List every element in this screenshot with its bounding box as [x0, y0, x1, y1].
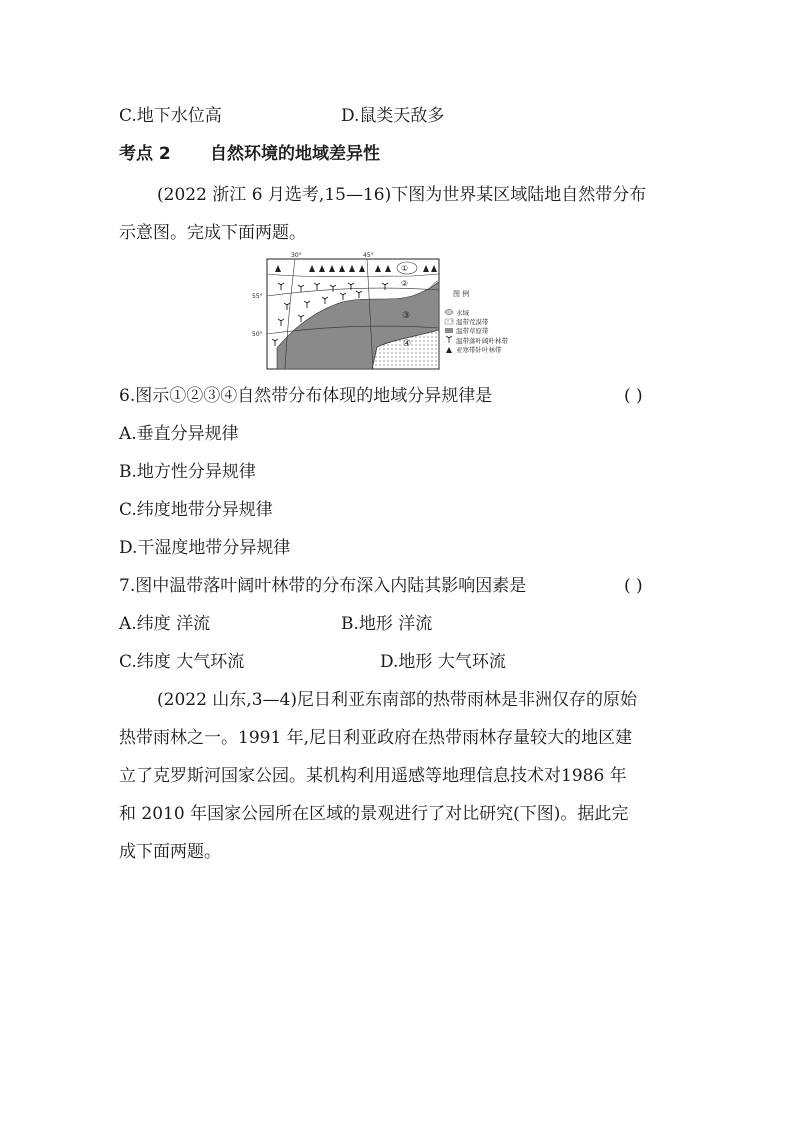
legend-broadleaf: 温带落叶阔叶林带 — [456, 337, 508, 345]
zone-label-1: ① — [401, 264, 409, 273]
legend-water: 水域 — [456, 309, 469, 317]
legend-broadleaf-swatch — [446, 336, 452, 343]
legend-water-swatch — [445, 310, 453, 315]
intro2-line5: 成下面两题。 — [119, 842, 221, 862]
q7-option-c[interactable]: C.纬度 大气环流 — [119, 652, 245, 672]
q6-option-d[interactable]: D.干湿度地带分异规律 — [119, 538, 291, 558]
legend-steppe: 温带草原带 — [456, 327, 489, 335]
intro1-line2: 示意图。完成下面两题。 — [119, 223, 306, 243]
lon-label-30: 30° — [291, 252, 302, 259]
intro2-line2: 热带雨林之一。1991 年,尼日利亚政府在热带雨林存量较大的地区建 — [119, 728, 633, 748]
intro2-line1: (2022 山东,3—4)尼日利亚东南部的热带雨林是非洲仅存的原始 — [157, 690, 637, 710]
legend-steppe-swatch — [445, 328, 453, 333]
section-title: 自然环境的地域差异性 — [210, 144, 380, 164]
q6-option-c[interactable]: C.纬度地带分异规律 — [119, 500, 273, 520]
legend-title: 图 例 — [453, 290, 470, 298]
q6-option-a[interactable]: A.垂直分异规律 — [119, 424, 239, 444]
intro2-line3: 立了克罗斯河国家公园。某机构利用遥感等地理信息技术对1986 年 — [119, 766, 627, 786]
legend-conifer: 亚寒带针叶林带 — [456, 346, 502, 354]
legend-conifer-swatch — [446, 347, 452, 353]
zone-label-2: ② — [401, 279, 409, 288]
zone-label-4: ④ — [403, 339, 412, 349]
q7-option-d[interactable]: D.地形 大气环流 — [380, 652, 506, 672]
intro1-line1: (2022 浙江 6 月选考,15—16)下图为世界某区域陆地自然带分布 — [157, 185, 647, 205]
q6-stem: 6.图示①②③④自然带分布体现的地域分异规律是 — [119, 386, 493, 406]
lon-label-45: 45° — [363, 252, 374, 259]
q7-option-a[interactable]: A.纬度 洋流 — [119, 614, 211, 634]
lat-label-50: 50° — [252, 331, 263, 338]
intro2-line4: 和 2010 年国家公园所在区域的景观进行了对比研究(下图)。据此完 — [119, 804, 629, 824]
q6-answer-bracket[interactable]: ( ) — [624, 386, 643, 406]
q7-answer-bracket[interactable]: ( ) — [624, 576, 643, 596]
q7-stem: 7.图中温带落叶阔叶林带的分布深入内陆其影响因素是 — [119, 576, 527, 596]
section-label: 考点 2 — [119, 144, 171, 164]
prev-option-c: C.地下水位高 — [119, 106, 222, 126]
q7-option-b[interactable]: B.地形 洋流 — [341, 614, 433, 634]
natural-zone-map — [252, 252, 552, 372]
legend-desert-swatch — [445, 319, 453, 324]
legend-desert: 温带荒漠带 — [456, 318, 489, 326]
zone-label-3: ③ — [402, 311, 411, 321]
lat-label-55: 55° — [252, 293, 263, 300]
q6-option-b[interactable]: B.地方性分异规律 — [119, 462, 256, 482]
prev-option-d: D.鼠类天敌多 — [341, 106, 445, 126]
